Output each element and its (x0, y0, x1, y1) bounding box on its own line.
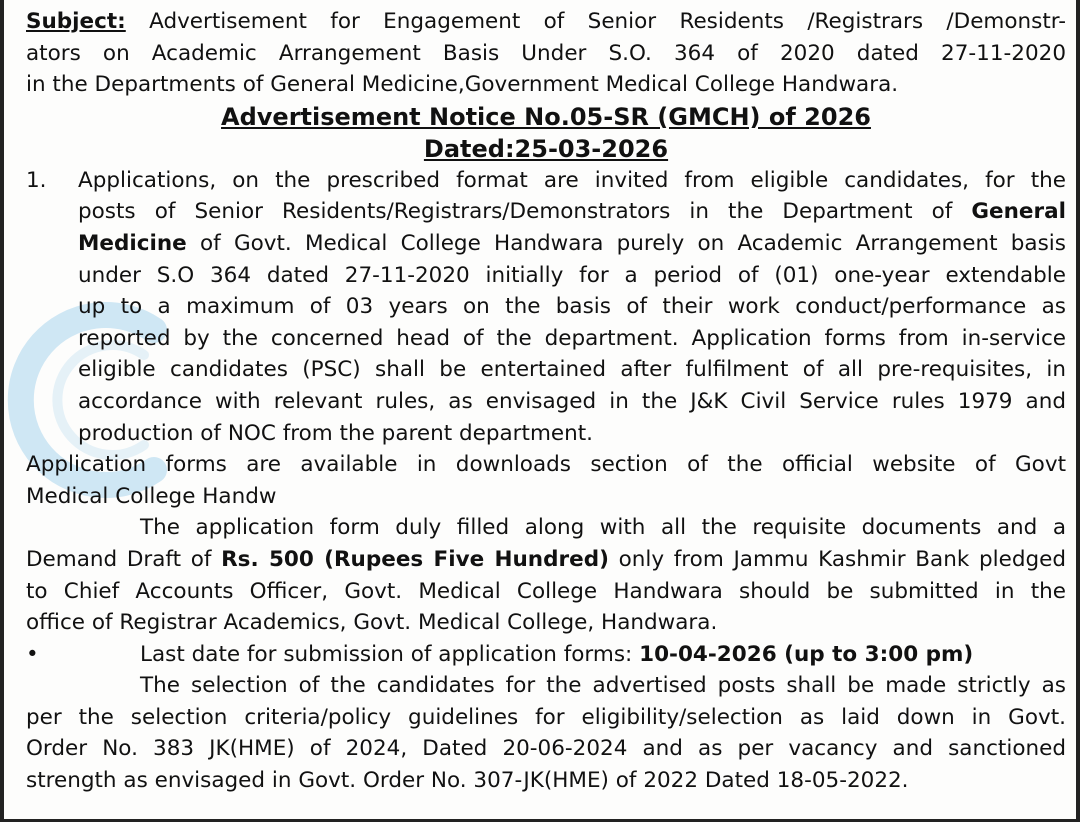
notice-dated: Dated:25-03-2026 (423, 134, 669, 163)
subject-block (26, 6, 1066, 101)
last-date-value: 10-04-2026 (up to 3:00 pm) (639, 641, 974, 667)
paragraph-2 (26, 449, 1066, 512)
paragraph-4 (26, 670, 1066, 796)
subject-line-1: Subject: Advertisement for Engagement of Senior Residents /Registrars /Demonstr- (26, 9, 1066, 34)
para3-line-1: The application form duly filled along with all the requisite documents and a (140, 515, 1066, 541)
paragraph-1 (26, 165, 1066, 449)
para1-line-6: reported by the concerned head of the department. Application forms from in-service (78, 325, 1066, 351)
paragraph-number: 1. (26, 167, 47, 193)
para1-line-9: production of NOC from the parent department. (78, 420, 594, 446)
last-date-line: Last date for submission of application forms: 10-04-2026 (up to 3:00 pm) (140, 641, 974, 667)
notice-body (26, 6, 1066, 797)
para1-line-4: under S.O 364 dated 27-11-2020 initially for a period of (01) one-year extendable (78, 262, 1066, 288)
subject-line-3: in the Departments of General Medicine,Government Medical College Handwara. (26, 72, 899, 98)
para4-line-2: per the selection criteria/policy guidelines for eligibility/selection as laid down in Govt. (26, 704, 1066, 730)
subject-line-2: ators on Academic Arrangement Basis Under S.O. 364 of 2020 dated 27-11-2020 (26, 40, 1066, 66)
para1-line-8: accordance with relevant rules, as envisaged in the J&K Civil Service rules 1979 and (78, 388, 1066, 414)
para2-line-2: Medical College Handw (26, 483, 277, 509)
para4-line-1: The selection of the candidates for the advertised posts shall be made strictly as (140, 673, 1066, 699)
para1-line-2: posts of Senior Residents/Registrars/Demonstrators in the Department of General (78, 199, 1066, 225)
para3-line-4: office of Registrar Academics, Govt. Medical College, Handwara. (26, 610, 718, 636)
paragraph-3 (26, 512, 1066, 638)
para1-line-1: Applications, on the prescribed format are invited from eligible candidates, for the (78, 167, 1066, 193)
para2-line-1: Application forms are available in downloads section of the official website of Govt (26, 452, 1066, 478)
para1-line-5: up to a maximum of 03 years on the basis of their work conduct/performance as (78, 294, 1066, 320)
para1-line-3: Medicine of Govt. Medical College Handwara purely on Academic Arrangement basis (78, 230, 1066, 256)
para4-line-3: Order No. 383 JK(HME) of 2024, Dated 20-06-2024 and as per vacancy and sanctioned (26, 736, 1066, 762)
para4-line-4: strength as envisaged in Govt. Order No. 307-JK(HME) of 2022 Dated 18-05-2022. (26, 768, 909, 794)
para3-line-2: Demand Draft of Rs. 500 (Rupees Five Hundred) only from Jammu Kashmir Bank pledged (26, 546, 1066, 572)
notice-title: Advertisement Notice No.05-SR (GMCH) of 2026 (221, 102, 871, 131)
last-date-item (26, 639, 1066, 671)
subject-label: Subject: (26, 9, 126, 34)
para1-line-7: eligible candidates (PSC) shall be entertained after fulfilment of all pre-requisites, in (78, 357, 1066, 383)
para3-line-3: to Chief Accounts Officer, Govt. Medical College Handwara should be submitted in the (26, 578, 1066, 604)
bullet-icon: • (26, 641, 39, 667)
